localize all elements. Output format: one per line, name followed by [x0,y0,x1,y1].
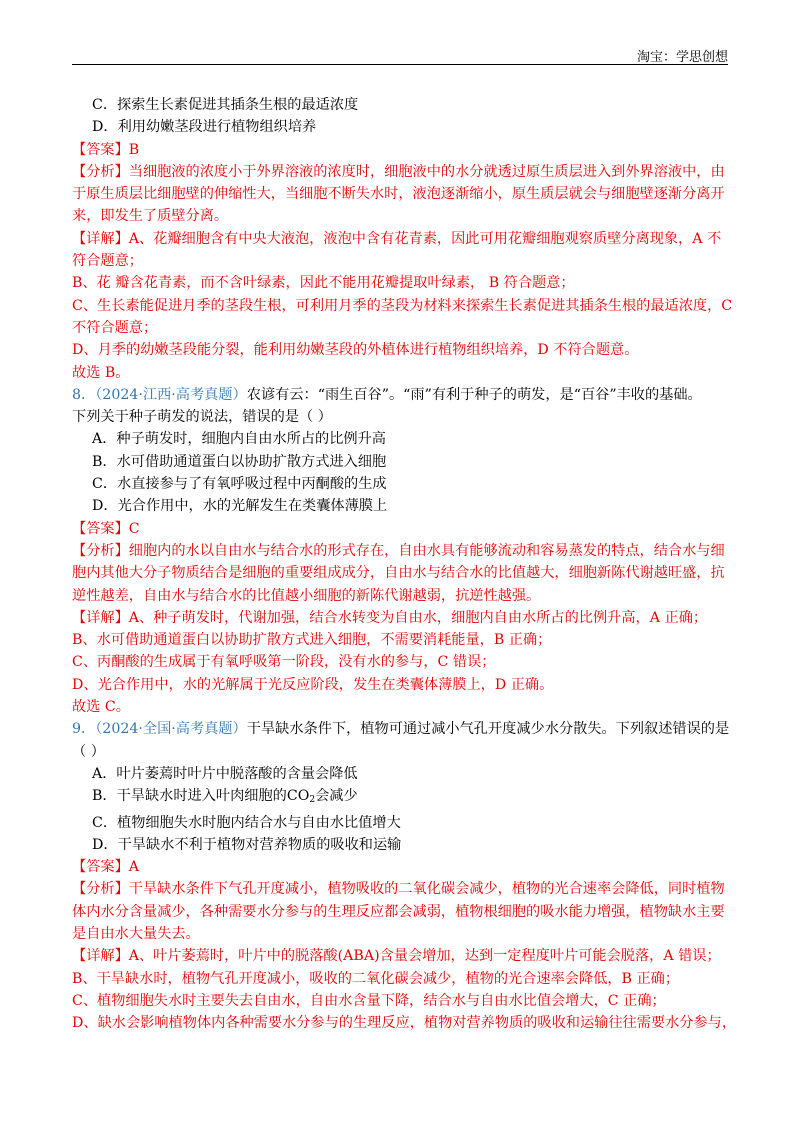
q8-analysis-line: 逆性越差，自由水与结合水的比值越小细胞的新陈代谢越弱，抗逆性越强。 [72,587,541,604]
q8-answer: 【答案】C [72,520,140,537]
co2-formula [287,788,315,804]
q8-detail-line: B、水可借助通道蛋白以协助扩散方式进入细胞，不需要消耗能量，B 正确； [72,632,552,649]
q9-stem [72,718,734,740]
q9-answer: 【答案】A [72,859,139,876]
q7-detail-line: D、月季的幼嫩茎段能分裂，能利用幼嫩茎段的外植体进行植物组织培养，D 不符合题意。 [72,342,639,359]
q9-option-d: D．干旱缺水不利于植物对营养物质的吸收和运输 [92,836,402,853]
co2-subscript: 2 [309,795,316,806]
q9-detail-line: 【详解】A、叶片萎蔫时，叶片中的脱落酸(ABA)含量会增加，达到一定程度叶片可能会脱落，A 错误； [72,948,721,965]
q8-number: 8． [72,386,96,403]
page-content [72,94,737,1034]
header-divider [72,64,728,65]
q8-detail-line: 【详解】A、种子萌发时，代谢加强，结合水转变为自由水，细胞内自由水所占的比例升高，A 正确； [72,609,708,626]
q7-analysis-line: 【分析】当细胞液的浓度小于外界溶液的浓度时，细胞液中的水分就透过原生质层进入到外界溶液中，由 [72,163,725,180]
q7-detail-line: 【详解】A、花瓣细胞含有中央大液泡，液泡中含有花青素，因此可用花瓣细胞观察质壁分离现象，A 不 [72,230,722,247]
q9-detail-line: C、植物细胞失水时主要失去自由水，自由水含量下降，结合水与自由水比值会增大，C 正确； [72,992,666,1009]
q8-option-a: A．种子萌发时，细胞内自由水所占的比例升高 [92,431,386,448]
q9-option-b-text: B．干旱缺水时进入叶肉细胞的 [92,788,287,805]
q7-detail-line: B、花 瓣含花青素，而不含叶绿素，因此不能用花瓣提取叶绿素， B 符合题意； [72,275,575,292]
q8-stem-cont: 下列关于种子萌发的说法，错误的是（ ） [72,409,332,426]
q8-detail-line: D、光合作用中，水的光解属于光反应阶段，发生在类囊体薄膜上，D 正确。 [72,676,554,693]
q8-option-c: C．水直接参与了有氧呼吸过程中丙酮酸的生成 [92,476,387,493]
q9-detail-line: B、干旱缺水时，植物气孔开度减小，吸收的二氧化碳会减少，植物的光合速率会降低，B 正确； [72,970,680,987]
q9-detail-line: D、缺水会影响植物体内各种需要水分参与的生理反应，植物对营养物质的吸收和运输往往需要水分参与， [72,1015,737,1032]
q7-analysis-line: 于原生质层比细胞壁的伸缩性大，当细胞不断失水时，液泡逐渐缩小，原生质层就会与细胞壁逐渐分离开 [72,186,725,203]
q8-stem [72,384,734,406]
q8-conclusion: 故选 C。 [72,699,130,716]
q9-stem-text: 干旱缺水条件下，植物可通过减小气孔开度减少水分散失。下列叙述错误的是 [246,721,730,738]
q8-stem-text: 农谚有云：“雨生百谷”。“雨”有利于种子的萌发，是“百谷”丰收的基础。 [246,386,702,403]
q9-analysis-line: 【分析】干旱缺水条件下气孔开度减小，植物吸收的二氧化碳会减少，植物的光合速率会降低，同时植物 [72,881,725,898]
q9-option-b-tail: 会减少 [315,788,358,805]
q9-analysis-line: 是自由水大量失去。 [72,925,200,942]
q9-source: （2024·全国·高考真题） [95,721,247,738]
q9-stem-cont: （ ） [72,743,105,760]
q9-option-c: C．植物细胞失水时胞内结合水与自由水比值增大 [92,814,401,831]
q8-option-b: B．水可借助通道蛋白以协助扩散方式进入细胞 [92,453,387,470]
q7-detail-line: 符合题意； [72,253,143,270]
q8-detail-line: C、丙酮酸的生成属于有氧呼吸第一阶段，没有水的参与，C 错误； [72,654,496,671]
q8-source: （2024·江西·高考真题） [95,386,247,403]
page-header: 淘宝：学思创想 [636,50,728,65]
q8-option-d: D．光合作用中，水的光解发生在类囊体薄膜上 [92,498,388,515]
q8-analysis-line: 胞内其他大分子物质结合是细胞的重要组成成分，自由水与结合水的比值越大，细胞新陈代谢越旺盛，抗 [72,565,725,582]
q9-analysis-line: 体内水分含量减少，各种需要水分参与的生理反应都会减弱，植物根细胞的吸水能力增强，植物缺水主要 [72,903,725,920]
q7-detail-line: C、生长素能促进月季的茎段生根，可利用月季的茎段为材料来探索生长素促进其插条生根的最适浓度，C [72,297,733,314]
q7-conclusion: 故选 B。 [72,364,130,381]
q9-number: 9． [72,721,96,738]
q7-analysis-line: 来，即发生了质壁分离。 [72,208,229,225]
q8-analysis-line: 【分析】细胞内的水以自由水与结合水的形式存在，自由水具有能够流动和容易蒸发的特点，结合水与细 [72,542,725,559]
q7-detail-line: 不符合题意； [72,319,158,336]
q7-option-d: D．利用幼嫩茎段进行植物组织培养 [92,119,317,136]
q7-option-c: C．探索生长素促进其插条生根的最适浓度 [92,97,359,113]
q9-option-b [72,785,734,811]
q7-answer: 【答案】B [72,141,140,158]
q9-option-a: A．叶片萎蔫时叶片中脱落酸的含量会降低 [92,765,358,782]
co2-symbol: CO [286,788,310,805]
